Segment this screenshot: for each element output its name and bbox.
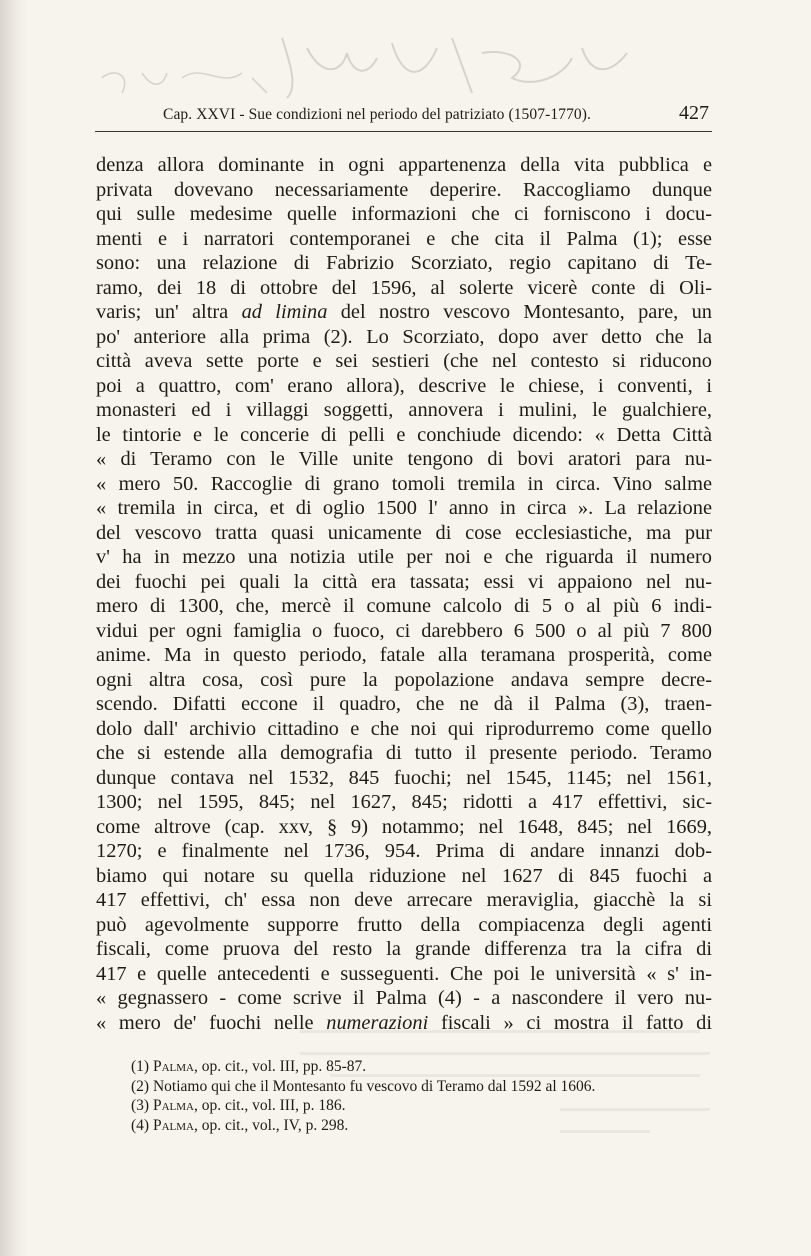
- text-line: varis; un' altra ad limina del nostro vescovo Montesanto, pare, un: [96, 301, 712, 323]
- running-header: [95, 100, 711, 134]
- footnote-mark: (2): [131, 1077, 150, 1095]
- italic-term: ad limina: [241, 301, 328, 323]
- text-line: ogni altra cosa, così pure la popolazione andava sempre decre-: [96, 668, 712, 691]
- text-line: po' anteriore alla prima (2). Lo Scorziato, dopo aver detto che la: [96, 325, 712, 348]
- text-line: qui sulle medesime quelle informazioni che ci forniscono i docu-: [96, 203, 712, 225]
- text-line: ramo, dei 18 di ottobre del 1596, al solerte vicerè conte di Oli-: [96, 276, 712, 299]
- text-line: come altrove (cap. xxv, § 9) notammo; nel 1648, 845; nel 1669,: [96, 815, 712, 838]
- faint-handwriting-mark: [92, 18, 652, 108]
- text-line: privata dovevano necessariamente deperire. Raccogliamo dunque: [96, 178, 712, 201]
- text-line: può agevolmente supporre frutto della compiacenza degli agenti: [96, 913, 712, 936]
- text-line: città aveva sette porte e sei sestieri (che nel contesto si riducono: [96, 350, 712, 372]
- text-line: poi a quattro, com' erano allora), descrive le chiese, i conventi, i: [96, 374, 712, 397]
- text-line: « tremila in circa, et di oglio 1500 l' anno in circa ». La relazione: [96, 497, 712, 519]
- footnote-mark: (1): [131, 1058, 150, 1075]
- body-text: [96, 153, 712, 1035]
- text-line: dunque contava nel 1532, 845 fuochi; nel 1545, 1145; nel 1561,: [96, 766, 712, 789]
- text-line: biamo qui notare su quella riduzione nel 1627 di 845 fuochi a: [96, 864, 712, 887]
- text-line: « gegnassero - come scrive il Palma (4) - a nascondere il vero nu-: [96, 987, 712, 1009]
- page-edge-shadow: [0, 0, 28, 1256]
- text-line: « mero de' fuochi nelle numerazioni fiscali » ci mostra il fatto di: [96, 1011, 712, 1034]
- footnote-author: Palma: [152, 1058, 194, 1075]
- footnote-mark: (3): [131, 1097, 150, 1114]
- text-line: vidui per ogni famiglia o fuoco, ci darebbero 6 500 o al più 7 800: [96, 619, 712, 642]
- text-line: monasteri ed i villaggi soggetti, annovera i mulini, le gualchiere,: [96, 399, 712, 421]
- footnotes: [131, 1057, 721, 1135]
- text-line: 1270; e finalmente nel 1736, 954. Prima di andare innanzi dob-: [96, 840, 712, 862]
- text-line: dolo dall' archivio cittadino e che noi qui riprodurremo come quello: [96, 717, 712, 740]
- text-line: le tintorie e le concerie di pelli e conchiude dicendo: « Detta Città: [96, 423, 712, 446]
- text-line: del vescovo tratta quasi unicamente di cose ecclesiastiche, ma pur: [96, 521, 712, 544]
- italic-term: numerazioni: [326, 1011, 429, 1034]
- footnote-mark: (4): [131, 1116, 150, 1134]
- chapter-title: Cap. XXVI - Sue condizioni nel periodo del patriziato (1507-1770).: [163, 106, 592, 123]
- footnote-author: Palma: [152, 1116, 194, 1134]
- text-line: v' ha in mezzo una notizia utile per noi e che riguarda il numero: [96, 546, 712, 568]
- text-line: anime. Ma in questo periodo, fatale alla teramana prosperità, come: [96, 644, 712, 666]
- footnote: [131, 1077, 721, 1097]
- page-number: 427: [679, 102, 709, 124]
- text-line: « di Teramo con le Ville unite tengono di bovi aratori para nu-: [96, 448, 712, 470]
- text-line: menti e i narratori contemporanei e che cita il Palma (1); esse: [96, 227, 712, 250]
- text-line: fiscali, come pruova del resto la grande differenza tra la cifra di: [96, 938, 712, 960]
- text-line: scendo. Difatti eccone il quadro, che ne dà il Palma (3), traen-: [96, 693, 712, 715]
- text-line: « mero 50. Raccoglie di grano tomoli tremila in circa. Vino salme: [96, 472, 712, 495]
- header-rule: [95, 131, 712, 132]
- text-line: 417 e quelle antecedenti e susseguenti. Che poi le università « s' in-: [96, 962, 712, 985]
- footnote-text: , op. cit., vol. III, p. 186.: [193, 1097, 346, 1114]
- text-line: 417 effettivi, ch' essa non deve arrecare meraviglia, giacchè la si: [96, 889, 712, 911]
- text-line: dei fuochi pei quali la città era tassata; essi vi appaiono nel nu-: [96, 570, 712, 593]
- footnote: [131, 1057, 721, 1077]
- footnote-text: , op. cit., vol., IV, p. 298.: [193, 1116, 349, 1134]
- text-line: sono: una relazione di Fabrizio Scorziato, regio capitano di Te-: [96, 252, 712, 274]
- footnote-text: , op. cit., vol. III, pp. 85-87.: [193, 1058, 367, 1075]
- footnote: [131, 1116, 721, 1136]
- footnote-text: Notiamo qui che il Montesanto fu vescovo di Teramo dal 1592 al 1606.: [152, 1077, 596, 1095]
- text-line: denza allora dominante in ogni appartenenza della vita pubblica e: [96, 154, 712, 176]
- text-line: che si estende alla demografia di tutto il presente periodo. Teramo: [96, 742, 712, 764]
- footnote-author: Palma: [152, 1097, 194, 1114]
- text-line: 1300; nel 1595, 845; nel 1627, 845; ridotti a 417 effettivi, sic-: [96, 791, 712, 813]
- text-line: mero di 1300, che, mercè il comune calcolo di 5 o al più 6 indi-: [96, 595, 712, 617]
- footnote: [131, 1096, 721, 1116]
